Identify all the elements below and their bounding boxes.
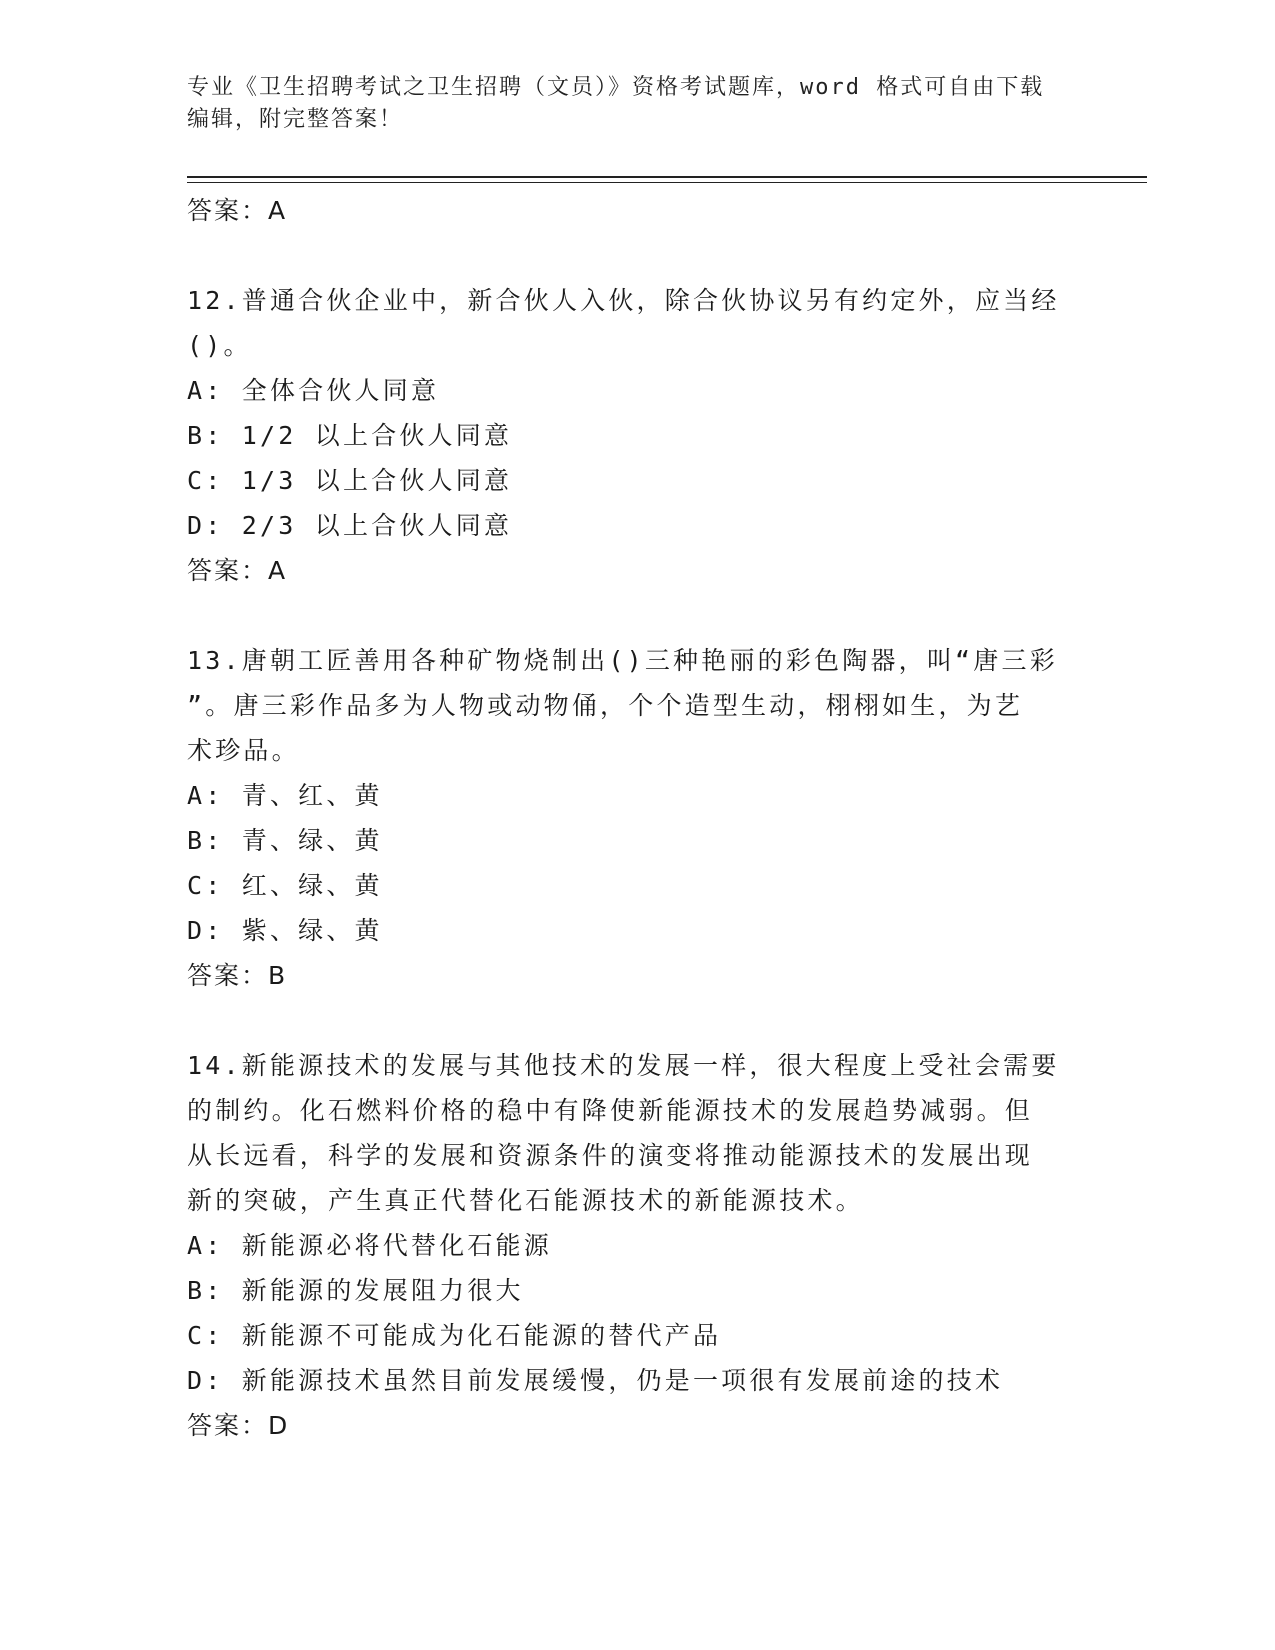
option-a: A: 全体合伙人同意	[187, 376, 440, 405]
previous-answer: 答案：A	[187, 196, 288, 225]
stem-line: 从长远看，科学的发展和资源条件的演变将推动能源技术的发展出现	[187, 1141, 1034, 1170]
answer-line: 答案：D	[187, 1411, 290, 1440]
header-rule-thick	[187, 176, 1147, 178]
question-13	[187, 638, 1087, 999]
stem-line: 新的突破，产生真正代替化石能源技术的新能源技术。	[187, 1186, 864, 1215]
spacer	[187, 999, 1087, 1043]
stem-line: ()。	[187, 331, 252, 360]
option-c: C: 1/3 以上合伙人同意	[187, 466, 513, 495]
spacer	[187, 594, 1087, 638]
header-rule-thin	[187, 182, 1147, 183]
question-stem	[187, 278, 1087, 368]
stem-line: 13.唐朝工匠善用各种矿物烧制出()三种艳丽的彩色陶器，叫“唐三彩	[187, 646, 1058, 675]
option-c: C: 红、绿、黄	[187, 871, 383, 900]
option-a: A: 青、红、黄	[187, 781, 383, 810]
stem-line: ”。唐三彩作品多为人物或动物俑，个个造型生动，栩栩如生，为艺	[187, 691, 1024, 720]
stem-line: 术珍品。	[187, 736, 300, 765]
question-stem	[187, 638, 1087, 773]
option-d: D: 2/3 以上合伙人同意	[187, 511, 513, 540]
stem-line: 的制约。化石燃料价格的稳中有降使新能源技术的发展趋势减弱。但	[187, 1096, 1034, 1125]
question-list	[187, 188, 1087, 1449]
option-b: B: 新能源的发展阻力很大	[187, 1276, 524, 1305]
question-14	[187, 1043, 1087, 1449]
answer-line: 答案：B	[187, 961, 288, 990]
stem-line: 14.新能源技术的发展与其他技术的发展一样，很大程度上受社会需要	[187, 1051, 1060, 1080]
option-b: B: 青、绿、黄	[187, 826, 383, 855]
option-c: C: 新能源不可能成为化石能源的替代产品	[187, 1321, 722, 1350]
question-stem	[187, 1043, 1087, 1223]
option-d: D: 紫、绿、黄	[187, 916, 383, 945]
option-d: D: 新能源技术虽然目前发展缓慢，仍是一项很有发展前途的技术	[187, 1366, 1004, 1395]
header-line-1: 专业《卫生招聘考试之卫生招聘（文员）》资格考试题库，word 格式可自由下载	[187, 75, 1045, 100]
document-header	[187, 72, 1087, 136]
question-12	[187, 278, 1087, 594]
spacer	[187, 234, 1087, 278]
stem-line: 12.普通合伙企业中，新合伙人入伙，除合伙协议另有约定外，应当经	[187, 286, 1060, 315]
answer-line: 答案：A	[187, 556, 288, 585]
option-a: A: 新能源必将代替化石能源	[187, 1231, 552, 1260]
option-b: B: 1/2 以上合伙人同意	[187, 421, 513, 450]
header-line-2: 编辑，附完整答案！	[187, 107, 404, 132]
